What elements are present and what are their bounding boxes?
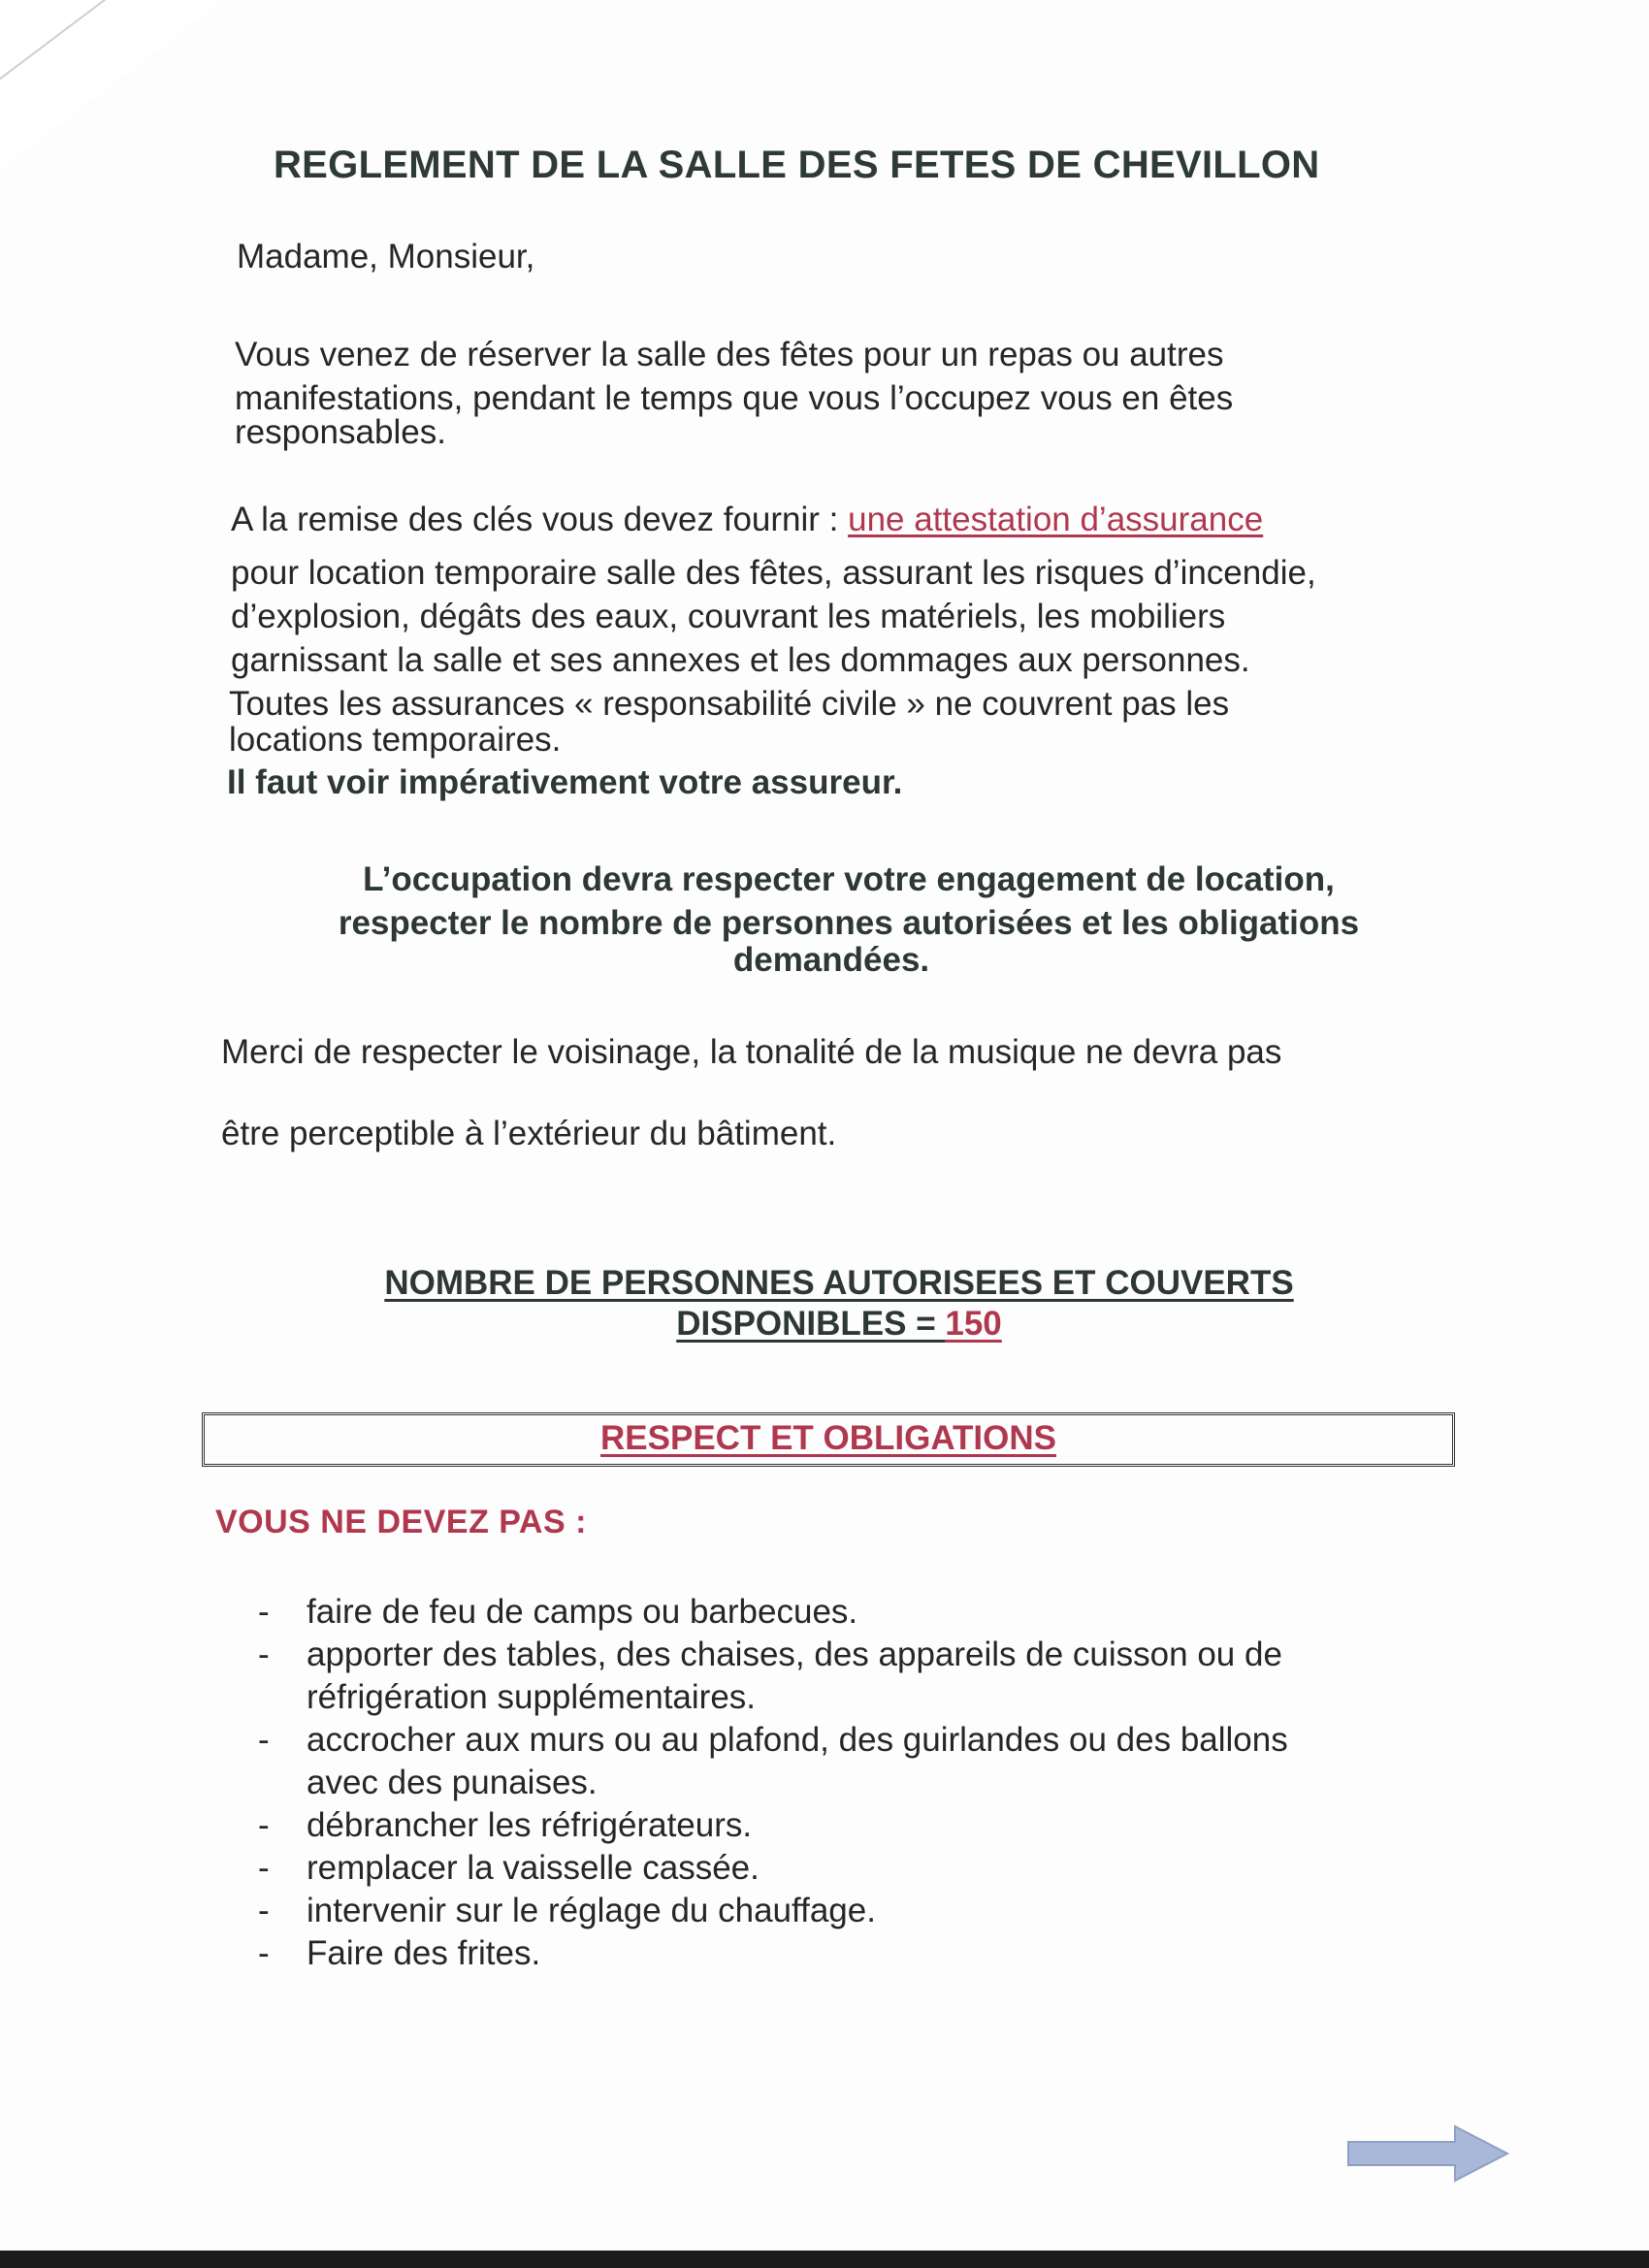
- list-item: [254, 1804, 1288, 1847]
- engagement-line-3: demandées.: [732, 941, 930, 979]
- greeting: Madame, Monsieur,: [237, 238, 535, 275]
- insurance-line-1: pour location temporaire salle des fêtes, assurant les risques d’incendie,: [231, 554, 1316, 592]
- list-item-text: faire de feu de camps ou barbecues.: [307, 1593, 858, 1631]
- list-item-text: réfrigération supplémentaires.: [307, 1678, 757, 1716]
- list-item-text: débrancher les réfrigérateurs.: [307, 1806, 753, 1844]
- list-item-text: Faire des frites.: [307, 1934, 541, 1972]
- list-bullet: -: [258, 1934, 270, 1972]
- neighbors-line-2: être perceptible à l’extérieur du bâtiment.: [221, 1115, 837, 1152]
- insurance-lead: [231, 498, 1263, 541]
- neighbors-line-1: Merci de respecter le voisinage, la tonalité de la musique ne devra pas: [221, 1033, 1282, 1071]
- list-bullet: -: [258, 1721, 270, 1759]
- list-bullet: -: [258, 1892, 270, 1929]
- engagement-line-2: respecter le nombre de personnes autorisées et les obligations: [338, 904, 1360, 942]
- capacity-value: 150: [945, 1305, 1002, 1343]
- list-item-text: avec des punaises.: [307, 1764, 598, 1801]
- insurance-line-5: locations temporaires.: [229, 721, 562, 759]
- list-item-text: accrocher aux murs ou au plafond, des guirlandes ou des ballons: [307, 1721, 1288, 1759]
- capacity-line-1: [223, 1263, 1455, 1304]
- list-item-text: intervenir sur le réglage du chauffage.: [307, 1892, 876, 1929]
- list-item: [254, 1591, 1288, 1634]
- list-bullet: -: [258, 1593, 270, 1631]
- insurance-line-4: Toutes les assurances « responsabilité civile » ne couvrent pas les: [229, 685, 1230, 723]
- insurance-line-3: garnissant la salle et ses annexes et les dommages aux personnes.: [231, 641, 1250, 679]
- insurance-lead-text: A la remise des clés vous devez fournir :: [231, 501, 849, 538]
- engagement-line-1: L’occupation devra respecter votre engagement de location,: [363, 860, 1335, 898]
- scan-bottom-edge: [0, 2251, 1649, 2268]
- list-item-text: apporter des tables, des chaises, des appareils de cuisson ou de: [307, 1636, 1282, 1673]
- arrow-right-icon[interactable]: [1346, 2124, 1511, 2183]
- list-bullet: -: [258, 1636, 270, 1673]
- document-title: REGLEMENT DE LA SALLE DES FETES DE CHEVILLON: [274, 144, 1320, 186]
- obligations-box: [202, 1412, 1455, 1467]
- list-item: [254, 1634, 1288, 1719]
- capacity-line-1-text: NOMBRE DE PERSONNES AUTORISEES ET COUVERTS: [384, 1264, 1294, 1302]
- forbidden-heading: VOUS NE DEVEZ PAS :: [215, 1504, 587, 1540]
- list-item: [254, 1932, 1288, 1975]
- page-fold: [0, 0, 223, 170]
- obligations-heading: RESPECT ET OBLIGATIONS: [600, 1419, 1056, 1457]
- list-bullet: -: [258, 1849, 270, 1887]
- intro-line-3: responsables.: [235, 413, 446, 451]
- list-item: [254, 1719, 1288, 1804]
- list-item: [254, 1847, 1288, 1890]
- capacity-line-2-text: DISPONIBLES =: [676, 1305, 946, 1343]
- list-item-text: remplacer la vaisselle cassée.: [307, 1849, 760, 1887]
- list-item: [254, 1890, 1288, 1932]
- insurance-line-2: d’explosion, dégâts des eaux, couvrant les matériels, les mobiliers: [231, 598, 1226, 635]
- insurance-link[interactable]: une attestation d’assurance: [848, 501, 1264, 538]
- list-bullet: -: [258, 1806, 270, 1844]
- insurance-note: Il faut voir impérativement votre assureur.: [227, 763, 903, 801]
- forbidden-list: [254, 1591, 1288, 1975]
- intro-line-2: manifestations, pendant le temps que vous l’occupez vous en êtes: [235, 379, 1234, 417]
- capacity-line-2: [223, 1304, 1455, 1345]
- intro-line-1: Vous venez de réserver la salle des fêtes pour un repas ou autres: [235, 336, 1224, 373]
